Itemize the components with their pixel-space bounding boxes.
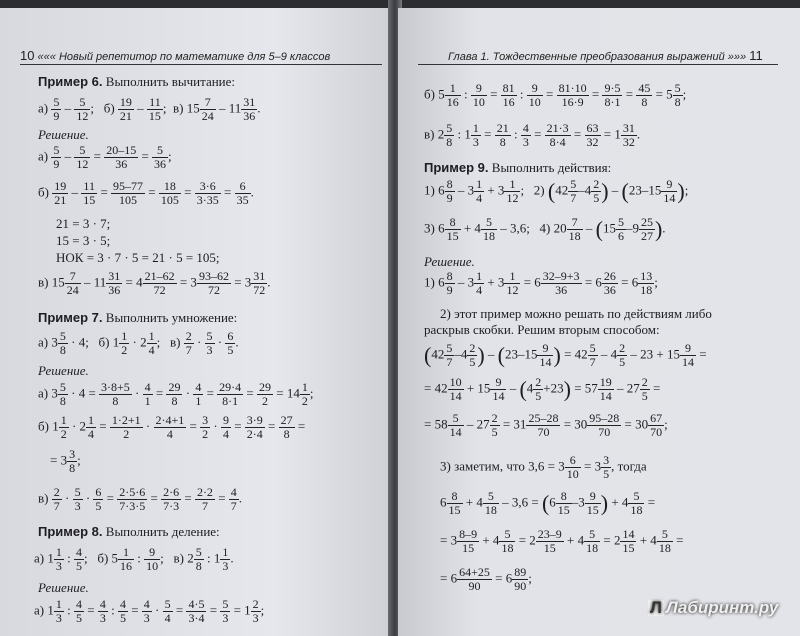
example-6-heading: Пример 6. Выполнить вычитание:: [38, 74, 236, 89]
right-page-header: [448, 48, 763, 63]
text-method-line-2: раскрыв скобки. Решим вторым способом:: [424, 322, 660, 337]
left-page-header: [20, 48, 330, 63]
text-method-line-1: 2) этот пример можно решать по действиям либо: [440, 306, 712, 321]
example-9-problem-1-2: 1) 6 $\frac{8}{9}$ – 3 $\frac{1}{4}$ + 3 $\frac{1}{12}$ ; 2) (42 $\frac{5}{7}$ –4 $\frac{2}{5}$ ) – (23–15 $\frac{9}{14}$ );: [424, 177, 689, 205]
solution-label: Решение.: [38, 580, 89, 595]
solution-9-3-note: 3) заметим, что 3,6 = 3 $\frac{6}{10}$ = 3 $\frac{3}{5}$ , тогда: [440, 453, 647, 481]
example-7-problem: а) 3 $\frac{5}{8}$ · 4; б) 1 $\frac{1}{2}$ · 2 $\frac{1}{4}$ ; в) $\frac{2}{7}$ · $\frac{5}{3}$ · $\frac{6}{5}$ .: [38, 329, 239, 357]
right-page: [398, 8, 800, 636]
right-header-mark: »»»: [727, 51, 747, 63]
solution-9-1: 1) 6 $\frac{8}{9}$ – 3 $\frac{1}{4}$ + 3 $\frac{1}{12}$ = 6 $\frac{32-9+3}{36}$ = 6 $\frac{26}{36}$ = 6 $\frac{13}{18}$ ;: [424, 269, 658, 297]
solution-6c: в) 15 $\frac{7}{24}$ – 11 $\frac{31}{36}$ = 4 $\frac{21-62}{72}$ = 3 $\frac{93-62}{72}$ = 3 $\frac{31}{72}$ .: [38, 269, 271, 297]
left-header-mark: «««: [37, 51, 56, 63]
example-9-problem-3-4: 3) 6 $\frac{8}{15}$ + 4 $\frac{5}{18}$ – 3,6; 4) 20 $\frac{7}{18}$ – (15 $\frac{5}{6}$ –9 $\frac{25}{27}$ ).: [424, 215, 666, 243]
example-7-heading: Пример 7. Выполнить умножение:: [38, 310, 238, 325]
solution-8b: б) 5 $\frac{1}{16}$ : $\frac{9}{10}$ = $\frac{81}{16}$ : $\frac{9}{10}$ = $\frac{81\cdot 10}{16\cdot 9}$ = $\frac{9\cdot 5}{8\cdot 1}$ = $\frac{45}{8}$ = 5 $\frac{5}{8}$ ;: [424, 81, 687, 109]
solution-label: Решение.: [38, 127, 89, 142]
solution-6a: а) $\frac{5}{9}$ – $\frac{5}{12}$ = $\frac{20-15}{36}$ = $\frac{5}{36}$ ;: [38, 143, 172, 171]
left-header-rule: [20, 64, 382, 65]
example-8-problem: а) 1 $\frac{1}{3}$ : $\frac{4}{5}$ ; б) 5 $\frac{1}{16}$ : $\frac{9}{10}$ ; в) 2 $\frac{5}{8}$ : 1 $\frac{1}{3}$ .: [34, 545, 234, 573]
right-page-number: 11: [749, 48, 763, 63]
example-8-heading: Пример 8. Выполнить деление:: [38, 524, 220, 539]
left-header-title: Новый репетитор по математике для 5–9 классов: [58, 51, 331, 63]
solution-7b: б) 1 $\frac{1}{2}$ · 2 $\frac{1}{4}$ = $\frac{1\cdot 2+1}{2}$ · $\frac{2\cdot 4+1}{4}$ = $\frac{3}{2}$ · $\frac{9}{4}$ = $\frac{3\cdot 9}{2\cdot 4}$ = $\frac{27}{8}$ =: [38, 413, 306, 441]
example-9-heading: Пример 9. Выполнить действия:: [424, 160, 612, 175]
line-21: 21 = 3 · 7;: [56, 216, 111, 231]
right-header-title: Глава 1. Тождественные преобразования выражений: [448, 51, 725, 63]
solution-label: Решение.: [38, 363, 89, 378]
solution-9-2-step2: = 42 $\frac{10}{14}$ + 15 $\frac{9}{14}$ – (4 $\frac{2}{5}$ +23) = 57 $\frac{19}{14}$ – 27 $\frac{2}{5}$ =: [424, 375, 661, 403]
solution-8c: в) 2 $\frac{5}{8}$ : 1 $\frac{1}{3}$ = $\frac{21}{8}$ : $\frac{4}{3}$ = $\frac{21\cdot 3}{8\cdot 4}$ = $\frac{63}{32}$ = 1 $\frac{31}{32}$ .: [424, 121, 641, 149]
solution-9-3-step2: = 3 $\frac{8-9}{15}$ + 4 $\frac{5}{18}$ = 2 $\frac{23-9}{15}$ + 4 $\frac{5}{18}$ = 2 $\frac{14}{15}$ + 4 $\frac{5}{18}$ =: [440, 527, 684, 555]
example-6-problem: а) $\frac{5}{9}$ – $\frac{5}{12}$ ; б) $\frac{19}{21}$ – $\frac{11}{15}$ ; в) 15 $\frac{7}{24}$ – 11 $\frac{31}{36}$ .: [38, 95, 261, 123]
left-page-number: 10: [20, 48, 35, 63]
solution-7a: а) 3 $\frac{5}{8}$ · 4 = $\frac{3\cdot 8+5}{8}$ · $\frac{4}{1}$ = $\frac{29}{8}$ · $\frac{4}{1}$ = $\frac{29\cdot 4}{8\cdot 1}$ = $\frac{29}{2}$ = 14 $\frac{1}{2}$ ;: [38, 380, 314, 408]
line-nok: НОК = 3 · 7 · 5 = 21 · 5 = 105;: [56, 250, 220, 265]
watermark-logo: Л Лабиринт.ру: [648, 598, 778, 618]
solution-7c: в) $\frac{2}{7}$ · $\frac{5}{3}$ · $\frac{6}{5}$ = $\frac{2\cdot 5\cdot 6}{7\cdot 3\cdot 5}$ = $\frac{2\cdot 6}{7\cdot 3}$ = $\frac{2\cdot 2}{7}$ = $\frac{4}{7}$ .: [38, 485, 243, 513]
solution-7b-result: = 3 $\frac{3}{8}$ ;: [50, 447, 81, 475]
solution-label: Решение.: [424, 254, 475, 269]
solution-8a: а) 1 $\frac{1}{3}$ : $\frac{4}{5}$ = $\frac{4}{3}$ : $\frac{4}{5}$ = $\frac{4}{3}$ · $\frac{5}{4}$ = $\frac{4\cdot 5}{3\cdot 4}$ = $\frac{5}{3}$ = 1 $\frac{2}{3}$ ;: [34, 597, 265, 625]
solution-9-3-step1: 6 $\frac{8}{15}$ + 4 $\frac{5}{18}$ – 3,6 = (6 $\frac{8}{15}$ –3 $\frac{9}{15}$ ) + 4 $\frac{5}{18}$ =: [440, 489, 656, 517]
left-page: [0, 8, 392, 636]
solution-9-3-step3: = 6 $\frac{64+25}{90}$ = 6 $\frac{89}{90}$ ;: [440, 565, 532, 593]
right-header-rule: [418, 64, 778, 65]
line-15: 15 = 3 · 5;: [56, 233, 111, 248]
solution-9-2-step1: (42 $\frac{5}{7}$ –4 $\frac{2}{5}$ ) – (23–15 $\frac{9}{14}$ ) = 42 $\frac{5}{7}$ – 4 $\frac{2}{5}$ – 23 + 15 $\frac{9}{14}$ =: [424, 341, 707, 369]
solution-9-2-step3: = 58 $\frac{5}{14}$ – 27 $\frac{2}{5}$ = 31 $\frac{25-28}{70}$ = 30 $\frac{95-28}{70}$ = 30 $\frac{67}{70}$ ;: [424, 411, 668, 439]
solution-6b: б) $\frac{19}{21}$ – $\frac{11}{15}$ = $\frac{95-77}{105}$ = $\frac{18}{105}$ = $\frac{3\cdot 6}{3\cdot 35}$ = $\frac{6}{35}$ .: [38, 179, 254, 207]
